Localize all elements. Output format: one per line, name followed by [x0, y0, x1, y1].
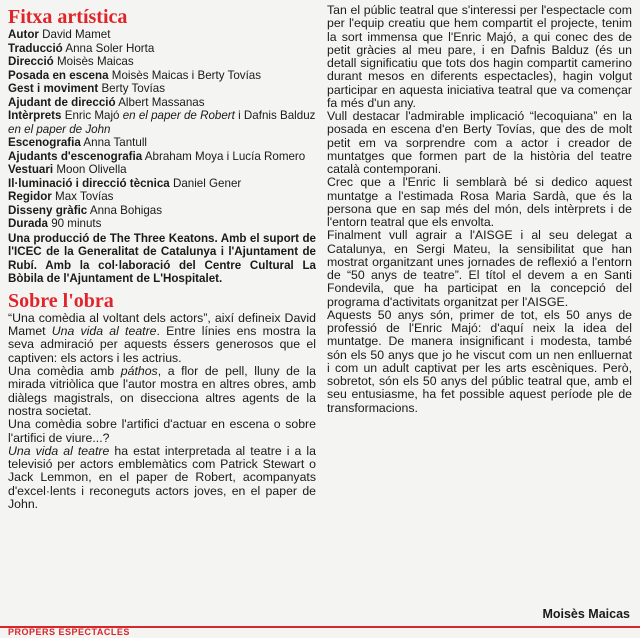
credit-value: Albert Massanas — [118, 95, 205, 109]
author-signature: Moisès Maicas — [542, 607, 630, 621]
credit-value: David Mamet — [42, 28, 111, 41]
credit-value: i Dafnis Balduz — [238, 109, 316, 122]
credit-row — [8, 190, 316, 204]
credits-list — [8, 28, 316, 231]
credit-row — [8, 136, 316, 150]
credit-row — [8, 163, 316, 177]
credit-role: Ajudants d'escenografia — [8, 149, 143, 163]
credit-value: 90 minuts — [51, 217, 102, 230]
credit-role: Regidor — [8, 190, 52, 203]
credit-row — [8, 28, 316, 42]
credit-value: Moisès Maicas i Berty Tovías — [111, 68, 262, 82]
production-note: Una producció de The Three Keatons. Amb el suport de l'ICEC de la Generalitat de Catalunya i l'Ajuntament de Rubí. Amb la col·laboració del Centre Cultural La Bòbila de l'Ajuntament de L'Hospitalet. — [8, 231, 316, 286]
credit-row — [8, 150, 316, 164]
right-column — [327, 4, 632, 415]
sobre-paragraph — [8, 445, 316, 511]
credit-value: Moisès Maicas — [57, 55, 134, 68]
credit-row — [8, 204, 316, 218]
text-run-italic: Una vida al teatre — [8, 443, 110, 458]
credit-row — [8, 82, 316, 96]
credit-role: Escenografia — [8, 136, 81, 149]
article-paragraph: Finalment vull agrair a l'AISGE i al seu delegat a Catalunya, en Sergi Mateu, la sensibilitat que han mostrat organitzant unes jornades de reflexió a l'entorn de “50 anys de teatre”. El títol el devem a en Santi Fondevila, que ha participat en la concepció del programa d'activitats organitzat per l'AISGE. — [327, 228, 632, 309]
credit-role: Intèrprets — [8, 109, 62, 122]
credit-row — [8, 177, 316, 191]
credit-role: Posada en escena — [8, 68, 109, 82]
credit-value: Anna Soler Horta — [65, 41, 155, 55]
bottom-strip-text: PROPERS ESPECTACLES — [8, 627, 130, 637]
credit-value: Anna Tantull — [83, 136, 148, 149]
credit-value-italic: en el paper de John — [8, 122, 111, 136]
credit-role: Disseny gràfic — [8, 203, 88, 217]
bottom-strip — [0, 626, 640, 638]
credit-role: Durada — [8, 217, 48, 230]
credit-row — [8, 69, 316, 83]
credit-value: Abraham Moya i Lucía Romero — [144, 149, 306, 163]
sobre-title: Sobre l'obra — [8, 289, 114, 312]
credit-value-italic: en el paper de Robert — [122, 109, 235, 122]
credit-role: Ajudant de direcció — [8, 95, 116, 109]
credit-role: Vestuari — [8, 163, 54, 176]
article-paragraph: Aquests 50 anys són, primer de tot, els 50 anys de professió de l'Enric Majó: d'aquí neix la idea del muntatge. De manera insignificant i modesta, també són els 50 anys que jo he viscut com un nen enlluernat i com un adult captivat per les arts escèniques. Però, sobretot, són els 50 anys del públic teatral que, amb el seu entusiasme, ha fet possible aquest període ple de transformacions. — [327, 307, 632, 415]
credit-value: Anna Bohigas — [89, 203, 163, 217]
text-run: , a flor de pell, lluny de la mirada vitriòlica que l'autor mostra en altres obres, amb diàlegs magistrals, on disecciona altres agents de la nostra societat. — [8, 364, 316, 418]
credit-value: Enric Majó — [64, 109, 120, 122]
credit-value: Max Tovías — [55, 190, 114, 203]
article-paragraph: Tan el públic teatral que s'interessi per l'espectacle com per l'equip creatiu que hem compartit el projecte, tenim la sort immensa que l'Enric Majó, a qui conec des de petit gràcies al meu pare, i en Dafnis Balduz (és un detall significatiu que tots dos hagin compartit camerino durant mesos en diferents espectacles), hagin volgut participar en aquesta iniciativa teatral que va començar fa més d'un any. — [327, 3, 632, 110]
credit-row — [8, 96, 316, 110]
credit-row — [8, 109, 316, 136]
credit-value: Berty Tovías — [101, 82, 166, 95]
article-paragraph: Crec que a l'Enric li semblarà bé si dedico aquest muntatge a l'estimada Rosa Maria Sardà, que és la persona que en sap més del món, dels intèrprets i de l'entorn teatral que els envolta. — [327, 175, 632, 229]
credit-row — [8, 55, 316, 69]
credit-value: Moon Olivella — [56, 163, 127, 176]
article-paragraph: Vull destacar l'admirable implicació “lecoquiana” en la posada en escena d'en Berty Tovías, que des de molt petit em va sorprendre com a actor i creador de muntatges que formen part de la història del teatre català contemporani. — [327, 109, 632, 176]
credit-value: Daniel Gener — [172, 176, 242, 190]
credit-role: Gest i moviment — [8, 82, 99, 95]
credit-row — [8, 217, 316, 231]
credit-role: Autor — [8, 28, 39, 41]
credit-role: Il·luminació i direcció tècnica — [8, 176, 170, 190]
text-run: ha estat interpretada al teatre i a la televisió per actors emblemàtics com Patrick Stewart o Jack Lemmon, en el paper de Robert, acompanyats d'excel·lents i reconeguts actors joves, en el paper de John. — [8, 443, 316, 512]
fitxa-title: Fitxa artística — [8, 6, 128, 28]
text-run: Una comèdia amb — [8, 364, 121, 379]
credit-role: Traducció — [8, 41, 63, 55]
credit-role: Direcció — [8, 55, 54, 68]
left-column — [8, 6, 316, 511]
text-run-italic: Una vida al teatre — [51, 324, 157, 339]
credit-row — [8, 42, 316, 56]
sobre-paragraph — [8, 312, 316, 365]
sobre-paragraph — [8, 365, 316, 418]
sobre-paragraph: Una comèdia sobre l'artifici d'actuar en escena o sobre l'artifici de viure...? — [8, 417, 316, 445]
text-run: . Entre línies ens mostra la seva admiració per aquests éssers generosos que el captiven: els actors i les actrius. — [8, 324, 316, 365]
text-run: “Una comèdia al voltant dels actors”, així defineix David Mamet — [8, 310, 316, 339]
text-run-italic: páthos — [120, 364, 158, 379]
